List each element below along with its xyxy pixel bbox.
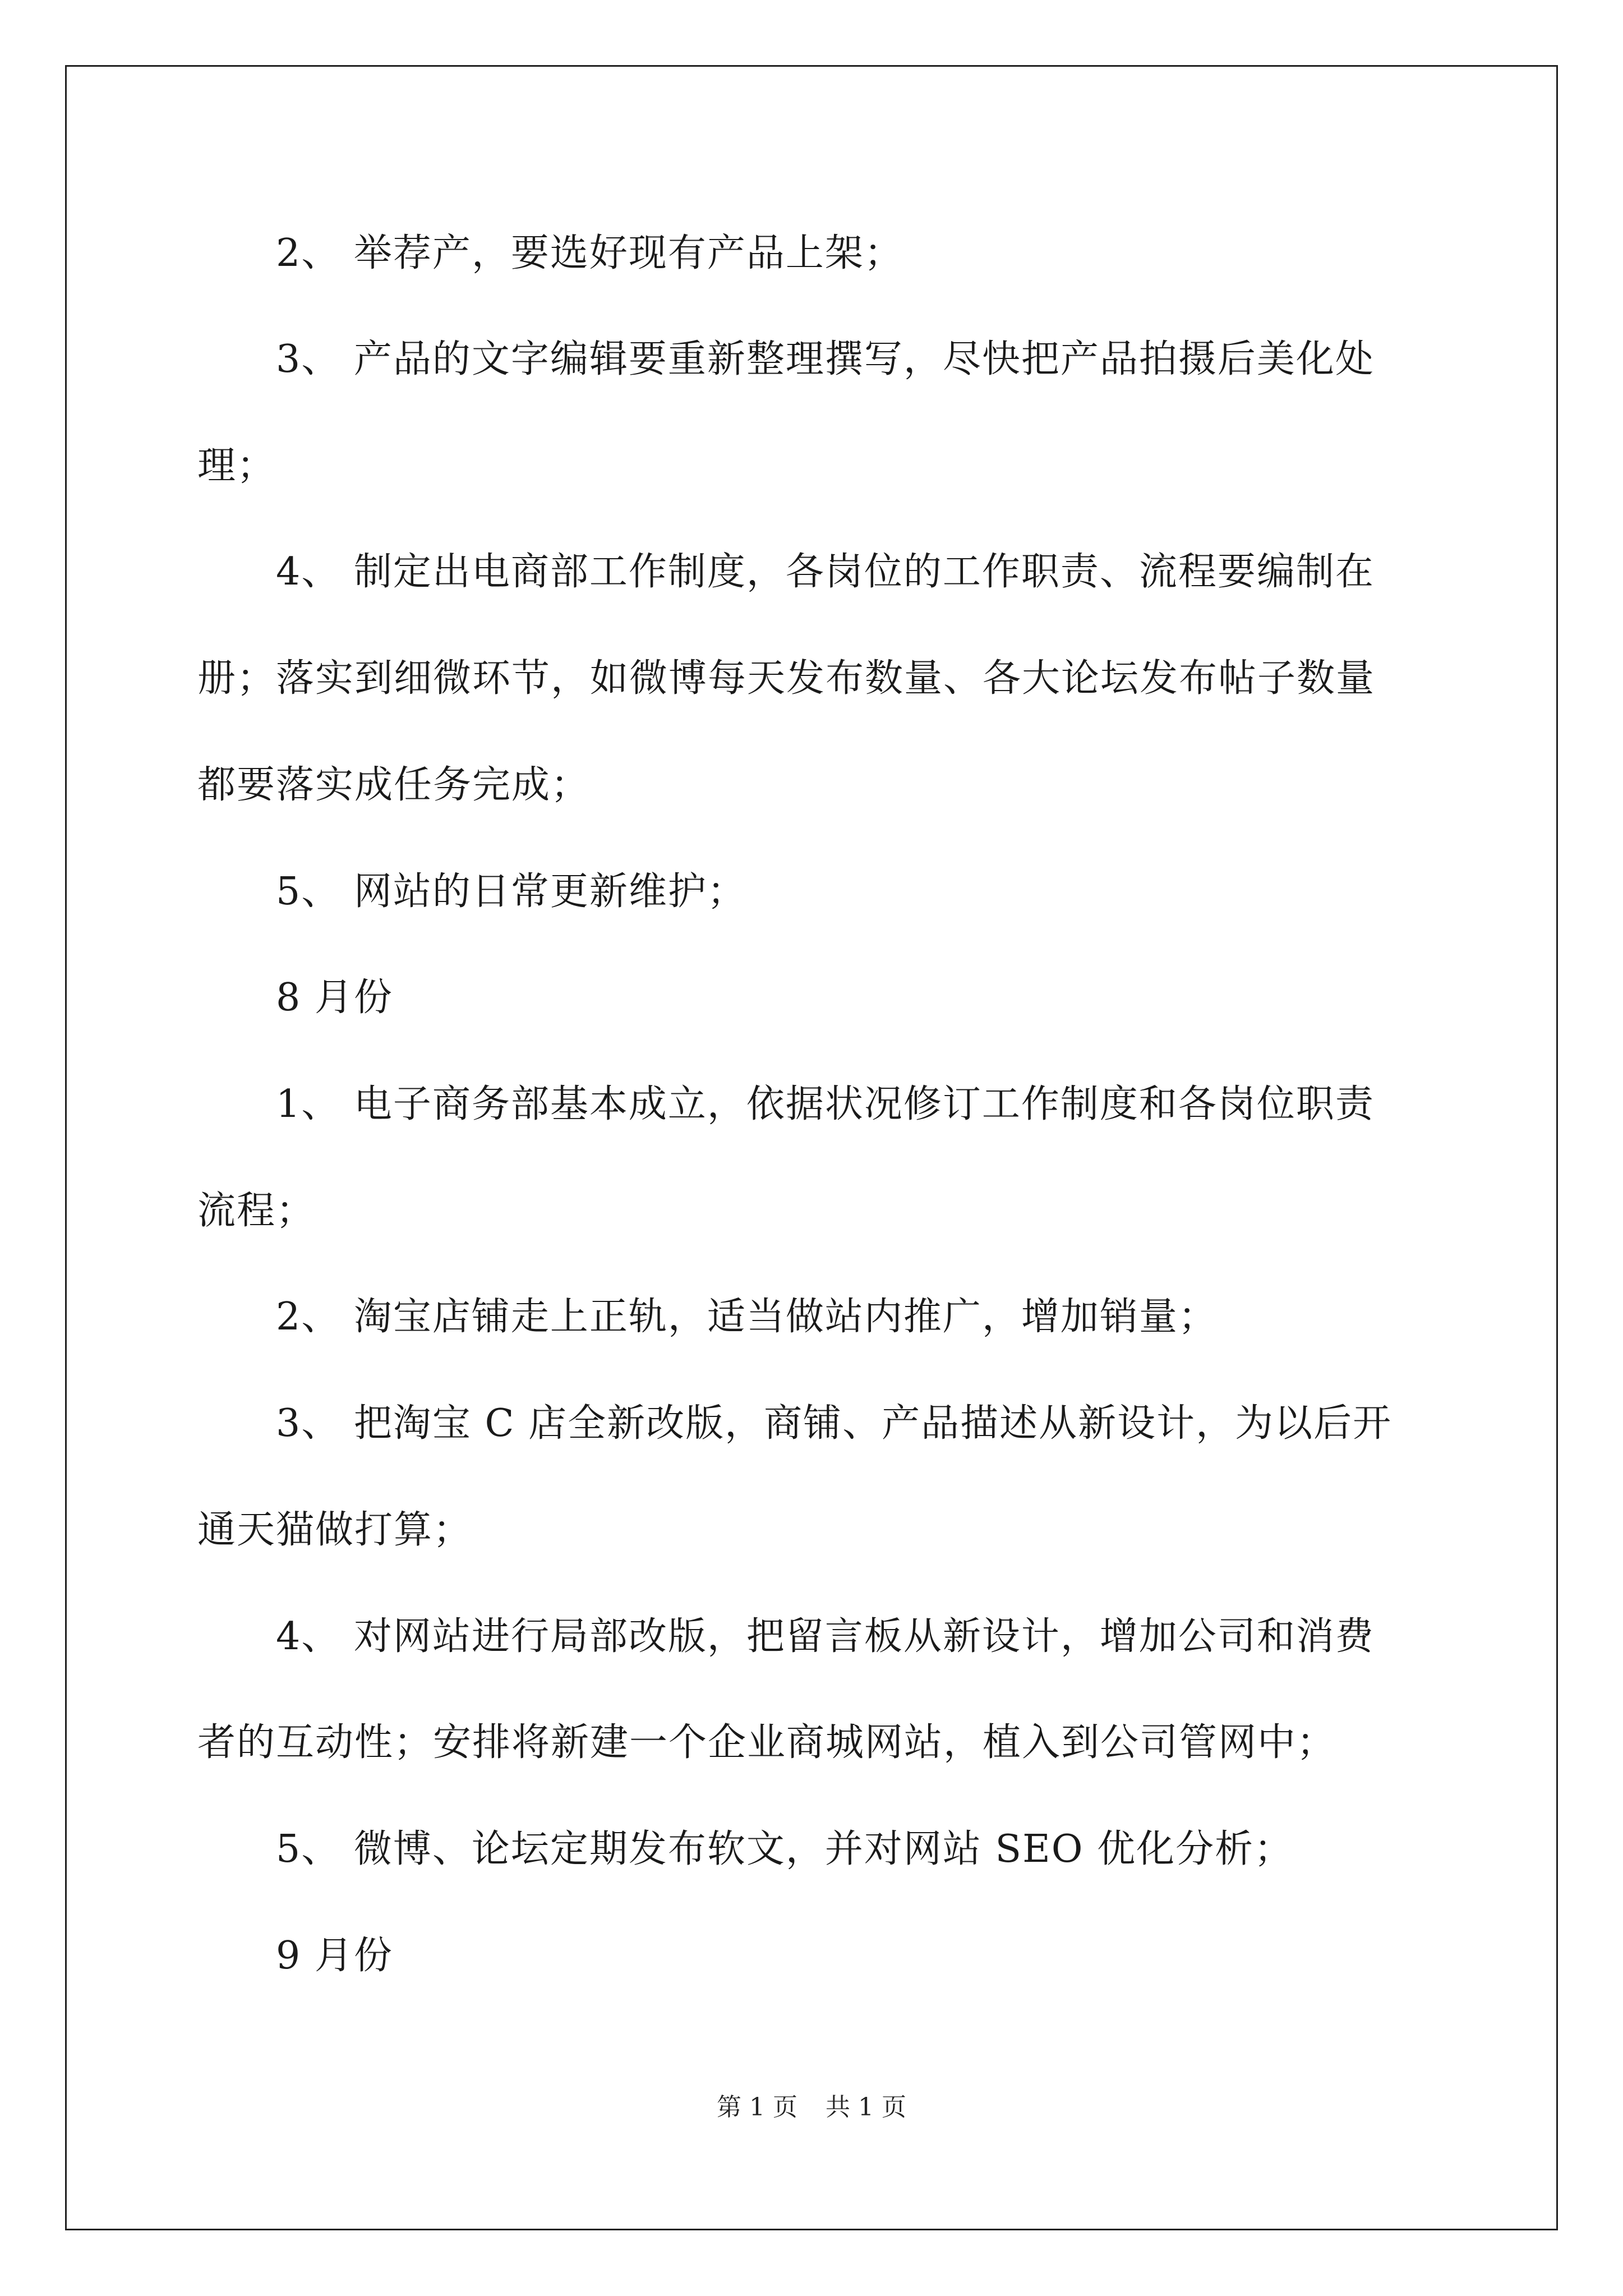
text-line: 2、 淘宝店铺走上正轨，适当做站内推广，增加销量； — [197, 1295, 1218, 1339]
text-line: 5、 微博、论坛定期发布软文，并对网站 SEO 优化分析； — [197, 1827, 1294, 1871]
text-line: 通天猫做打算； — [197, 1508, 473, 1552]
text-line: 1、 电子商务部基本成立，依据状况修订工作制度和各岗位职责 — [197, 1082, 1375, 1126]
text-line: 册；落实到细微环节，如微博每天发布数量、各大论坛发布帖子数量 — [197, 656, 1376, 701]
text-line: 5、 网站的日常更新维护； — [197, 869, 746, 914]
text-line: 理； — [197, 444, 276, 488]
page-number: 第 1 页 — [717, 2093, 797, 2122]
text-line: 4、 制定出电商部工作制度，各岗位的工作职责、流程要编制在 — [197, 550, 1375, 594]
text-line: 都要落实成任务完成； — [197, 763, 591, 807]
text-line: 3、 把淘宝 C 店全新改版，商铺、产品描述从新设计，为以后开 — [197, 1401, 1393, 1446]
text-line: 2、 举荐产，要选好现有产品上架； — [197, 231, 903, 275]
page-footer — [0, 2087, 1623, 2123]
section-heading: 9 月份 — [197, 1934, 393, 1978]
page-count: 共 1 页 — [826, 2093, 906, 2122]
text-line: 3、 产品的文字编辑要重新整理撰写，尽快把产品拍摄后美化处 — [197, 337, 1375, 381]
text-line: 者的互动性；安排将新建一个企业商城网站，植入到公司管网中； — [197, 1720, 1336, 1765]
page-border — [65, 65, 1558, 2230]
text-line: 流程； — [197, 1189, 316, 1233]
section-heading: 8 月份 — [197, 976, 393, 1020]
text-line: 4、 对网站进行局部改版，把留言板从新设计，增加公司和消费 — [197, 1614, 1375, 1659]
